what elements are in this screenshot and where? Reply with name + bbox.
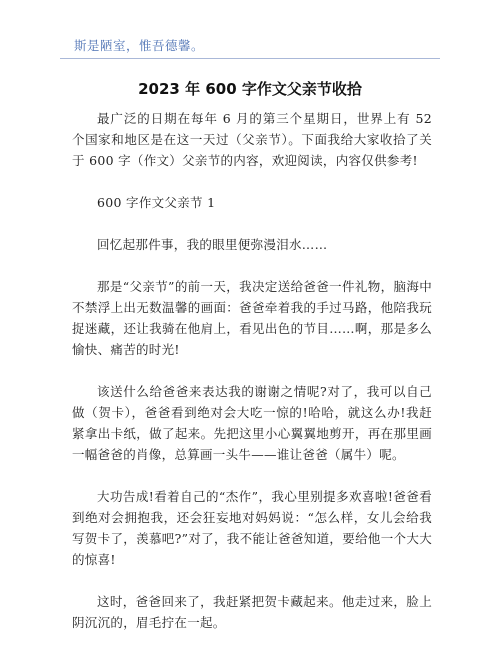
- paragraph: 该送什么给爸爸来表达我的谢谢之情呢?对了，我可以自己做（贺卡），爸爸看到绝对会大吃一惊的!哈哈，就这么办!我赶紧拿出卡纸，做了起来。先把这里小心翼翼地剪开，再在那里画一幅爸爸的肖像，总算画一头牛——谁让爸爸（属牛）呢。: [72, 384, 432, 462]
- paragraph: 最广泛的日期在每年 6 月的第三个星期日，世界上有 52 个国家和地区是在这一天过（父亲节）。下面我给大家收拾了关于 600 字（作文）父亲节的内容，欢迎阅读，内容仅供参考!: [72, 111, 432, 168]
- document-title: 2023 年 600 字作文父亲节收拾: [138, 80, 362, 98]
- paragraph: 回忆起那件事，我的眼里便弥漫泪水……: [97, 237, 328, 252]
- header-quote: 斯是陋室，惟吾德馨。: [74, 38, 205, 53]
- paragraph: 那是“父亲节”的前一天，我决定送给爸爸一件礼物，脑海中不禁浮上出无数温馨的画面：爸爸牵着我的手过马路，他陪我玩捉迷藏，还让我骑在他肩上，看见出色的节目……啊，那是多么愉快、痛苦的时光!: [72, 279, 432, 357]
- header-divider: [60, 58, 440, 59]
- section-heading: 600 字作文父亲节 1: [97, 195, 216, 210]
- paragraph: 大功告成!看着自己的“杰作”，我心里别提多欢喜啦!爸爸看到绝对会拥抱我，还会狂妄地对妈妈说：“怎么样，女儿会给我写贺卡了，羡慕吧?”对了，我不能让爸爸知道，要给他一个大大的惊喜!: [72, 489, 432, 567]
- document-body: [72, 108, 432, 654]
- paragraph: 这时，爸爸回来了，我赶紧把贺卡藏起来。他走过来，脸上阴沉沉的，眉毛拧在一起。: [72, 594, 432, 630]
